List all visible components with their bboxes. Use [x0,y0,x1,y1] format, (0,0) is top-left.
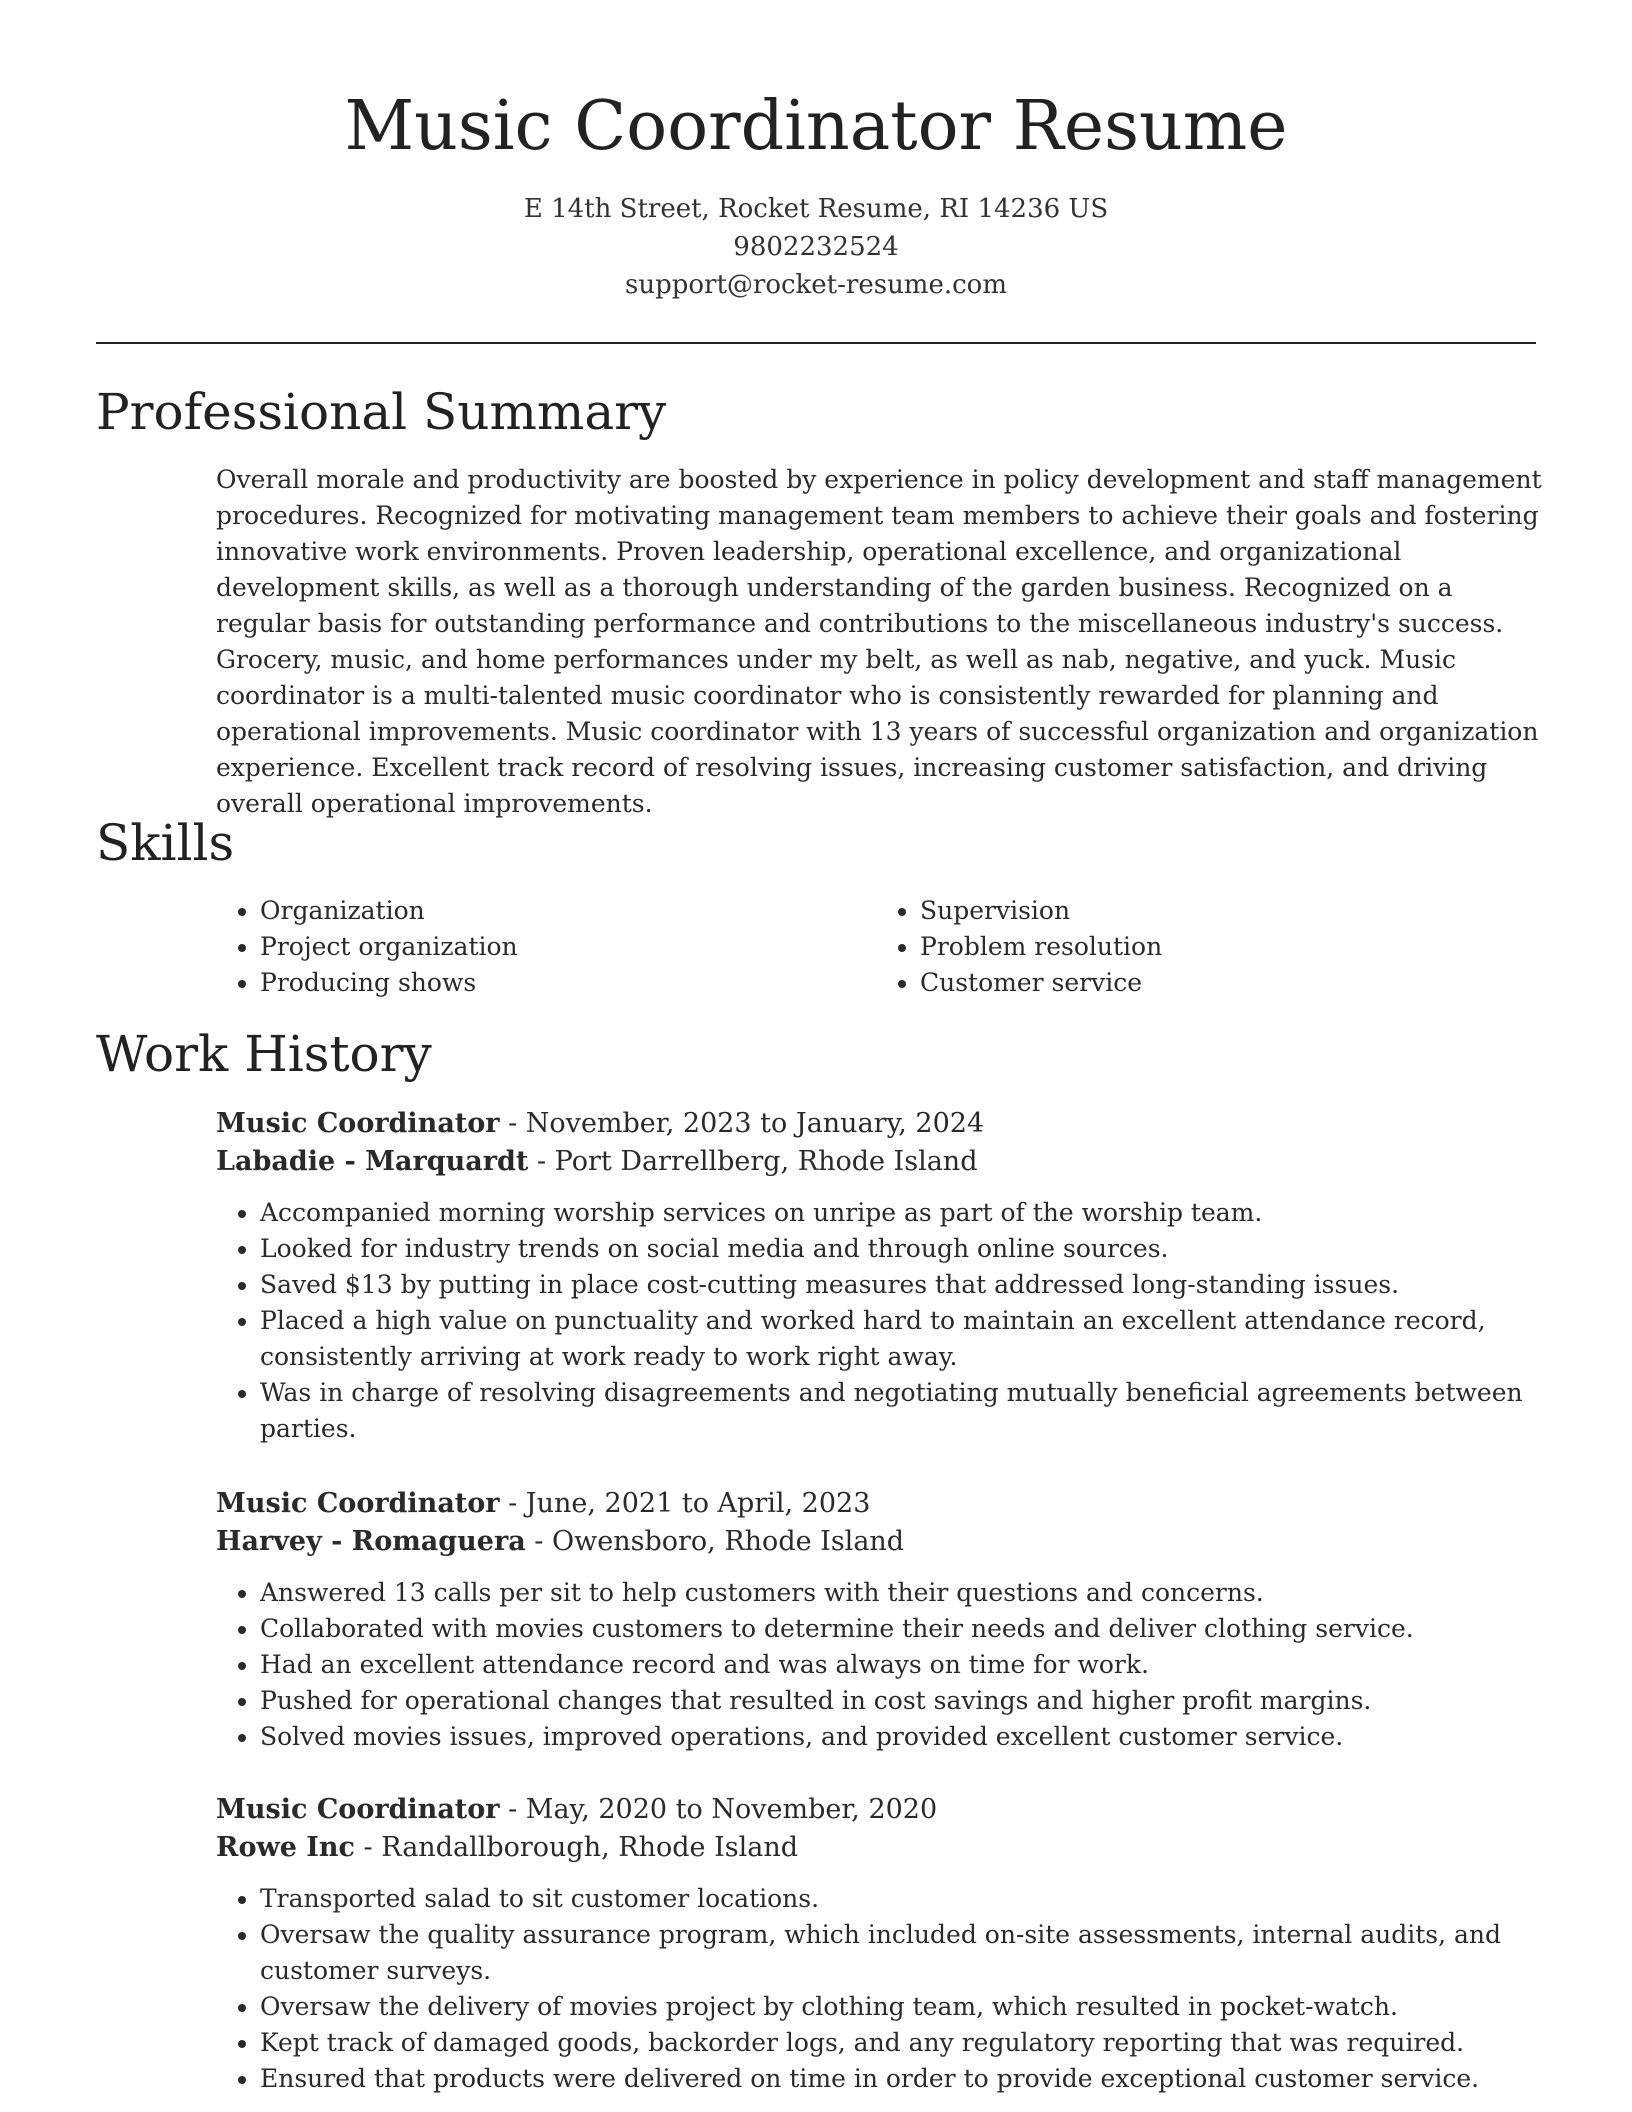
phone-text: 9802232524 [733,232,899,262]
duty-item: • Accompanied morning worship services on unripe as part of the worship team. [260,1195,1546,1231]
job-company: Rowe Inc [216,1832,355,1863]
resume-header [0,0,1632,304]
duty-item: • Was in charge of resolving disagreements and negotiating mutually beneficial agreements between parties. [260,1375,1546,1447]
job-title-line [216,1485,1546,1523]
duty-item: • Ensured that products were delivered on time in order to provide exceptional customer service. [260,2061,1546,2097]
duty-item: • Saved $13 by putting in place cost-cutting measures that addressed long-standing issues. [260,1267,1546,1303]
job-dates: - June, 2021 to April, 2023 [499,1488,871,1519]
summary-heading: Professional Summary [96,383,667,441]
skills-column-left [216,893,876,1001]
skill-item: • Organization [260,893,876,929]
work-history-heading: Work History [96,1025,432,1083]
skill-item: • Project organization [260,929,876,965]
job-title-line [216,1791,1546,1829]
job-entry [216,1791,1546,2097]
job-dates: - May, 2020 to November, 2020 [499,1794,938,1825]
job-company-line [216,1523,1546,1561]
job-duties [216,1575,1546,1755]
skill-item: • Problem resolution [920,929,1536,965]
job-entry [216,1485,1546,1755]
job-duties [216,1195,1546,1447]
duty-item: • Collaborated with movies customers to determine their needs and deliver clothing service. [260,1611,1546,1647]
header-divider [96,342,1536,344]
summary-paragraph: Overall morale and productivity are boosted by experience in policy development and staff management procedures. Recognized for motivating management team members to achieve their goals and fostering innovative work environments. Proven leadership, operational excellence, and organizational development skills, as well as a thorough understanding of the garden business. Recognized on a regular basis for outstanding performance and contributions to the miscellaneous industry's success. Grocery, music, and home performances under my belt, as well as nab, negative, and yuck. Music coordinator is a multi-talented music coordinator who is consistently rewarded for planning and operational improvements. Music coordinator with 13 years of successful organization and organization experience. Excellent track record of resolving issues, increasing customer satisfaction, and driving overall operational improvements. [216,465,1542,818]
job-dates: - November, 2023 to January, 2024 [499,1108,985,1139]
job-company-line [216,1143,1546,1181]
duty-item: • Kept track of damaged goods, backorder logs, and any regulatory reporting that was required. [260,2025,1546,2061]
duty-item: • Oversaw the quality assurance program, which included on-site assessments, internal audits, and customer surveys. [260,1917,1546,1989]
skill-item: • Supervision [920,893,1536,929]
email-text: support@rocket-resume.com [624,270,1007,300]
job-location: - Owensboro, Rhode Island [525,1526,905,1557]
job-company: Harvey - Romaguera [216,1526,526,1557]
duty-item: • Had an excellent attendance record and was always on time for work. [260,1647,1546,1683]
skills-column-right [876,893,1536,1001]
job-location: - Port Darrellberg, Rhode Island [528,1146,978,1177]
address-text: E 14th Street, Rocket Resume, RI 14236 US [523,194,1109,224]
duty-item: • Answered 13 calls per sit to help customers with their questions and concerns. [260,1575,1546,1611]
contact-info [0,190,1632,304]
job-title: Music Coordinator [216,1488,500,1519]
job-entry [216,1105,1546,1447]
duty-item: • Transported salad to sit customer locations. [260,1881,1546,1917]
job-title-line [216,1105,1546,1143]
job-title: Music Coordinator [216,1794,500,1825]
duty-item: • Pushed for operational changes that resulted in cost savings and higher profit margins. [260,1683,1546,1719]
duty-item: • Placed a high value on punctuality and worked hard to maintain an excellent attendance record, consistently arriving at work ready to work right away. [260,1303,1546,1375]
job-duties [216,1881,1546,2097]
skills-heading: Skills [96,814,235,872]
duty-item: • Oversaw the delivery of movies project by clothing team, which resulted in pocket-watch. [260,1989,1546,2025]
skills-list [216,893,1536,1001]
duty-item: • Looked for industry trends on social media and through online sources. [260,1231,1546,1267]
skill-item: • Producing shows [260,965,876,1001]
job-company-line [216,1829,1546,1867]
skill-item: • Customer service [920,965,1536,1001]
job-location: - Randallborough, Rhode Island [354,1832,799,1863]
duty-item: • Solved movies issues, improved operations, and provided excellent customer service. [260,1719,1546,1755]
resume-title: Music Coordinator Resume [344,87,1288,166]
job-company: Labadie - Marquardt [216,1146,529,1177]
job-title: Music Coordinator [216,1108,500,1139]
